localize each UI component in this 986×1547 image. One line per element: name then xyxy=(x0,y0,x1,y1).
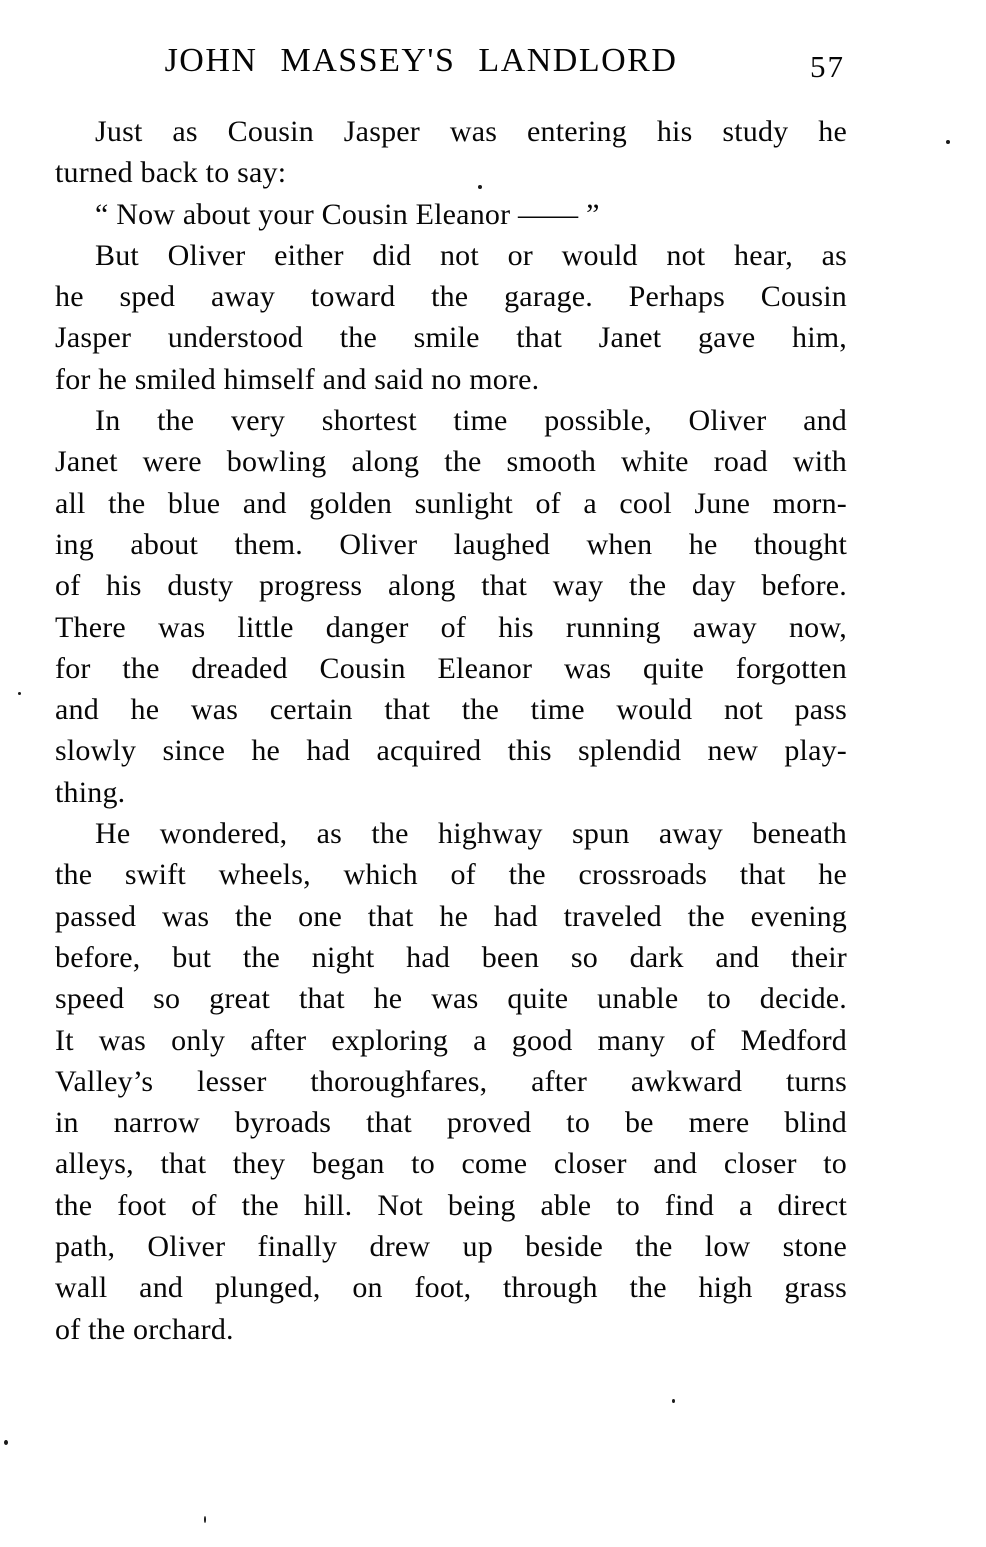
scan-speck xyxy=(204,1516,206,1523)
text-line: for the dreaded Cousin Eleanor was quite forgotten xyxy=(55,651,847,685)
text-line: Just as Cousin Jasper was entering his study he xyxy=(95,115,847,148)
text-line: Valley’s lesser thoroughfares, after awkward turns xyxy=(55,1064,847,1098)
text-line: turned back to say: xyxy=(55,156,287,190)
text-line: before, but the night had been so dark and their xyxy=(55,940,847,974)
text-line: speed so great that he was quite unable to decide. xyxy=(55,982,847,1016)
page-number: 57 xyxy=(810,49,845,84)
text-line: Janet were bowling along the smooth white road with xyxy=(55,445,847,479)
text-line: he sped away toward the garage. Perhaps Cousin xyxy=(55,280,847,314)
body-text xyxy=(55,111,847,1350)
scan-speck xyxy=(4,1440,8,1445)
text-line: thing. xyxy=(55,775,126,809)
text-line: passed was the one that he had traveled the evening xyxy=(55,899,847,933)
text-line: of his dusty progress along that way the day before. xyxy=(55,569,847,603)
text-line: all the blue and golden sunlight of a cool June morn- xyxy=(55,486,847,520)
text-line: In the very shortest time possible, Oliver and xyxy=(95,404,847,438)
text-line: slowly since he had acquired this splendid new play- xyxy=(55,734,847,768)
text-line: for he smiled himself and said no more. xyxy=(55,362,540,396)
text-line: There was little danger of his running away now, xyxy=(55,610,847,644)
text-line: Jasper understood the smile that Janet gave him, xyxy=(55,321,847,355)
page-header xyxy=(55,42,847,94)
text-line: wall and plunged, on foot, through the high grass xyxy=(55,1271,847,1305)
text-line: It was only after exploring a good many of Medford xyxy=(55,1023,847,1057)
text-line: the swift wheels, which of the crossroads that he xyxy=(55,858,847,892)
text-line: the foot of the hill. Not being able to find a direct xyxy=(55,1188,847,1222)
text-line: alleys, that they began to come closer and closer to xyxy=(55,1147,847,1181)
scan-speck xyxy=(672,1399,675,1403)
text-line: But Oliver either did not or would not hear, as xyxy=(95,238,847,272)
text-line: in narrow byroads that proved to be mere blind xyxy=(55,1106,847,1140)
scan-speck xyxy=(478,185,482,189)
text-line: of the orchard. xyxy=(55,1312,234,1346)
scan-speck xyxy=(18,692,21,695)
scan-speck xyxy=(946,140,950,144)
text-line: and he was certain that the time would not pass xyxy=(55,693,847,727)
text-line: He wondered, as the highway spun away beneath xyxy=(95,817,847,851)
running-title: JOHN MASSEY'S LANDLORD xyxy=(164,42,678,79)
text-line: “ Now about your Cousin Eleanor —— ” xyxy=(95,197,600,231)
text-line: ing about them. Oliver laughed when he thought xyxy=(55,527,847,561)
text-line: path, Oliver finally drew up beside the low stone xyxy=(55,1230,847,1264)
